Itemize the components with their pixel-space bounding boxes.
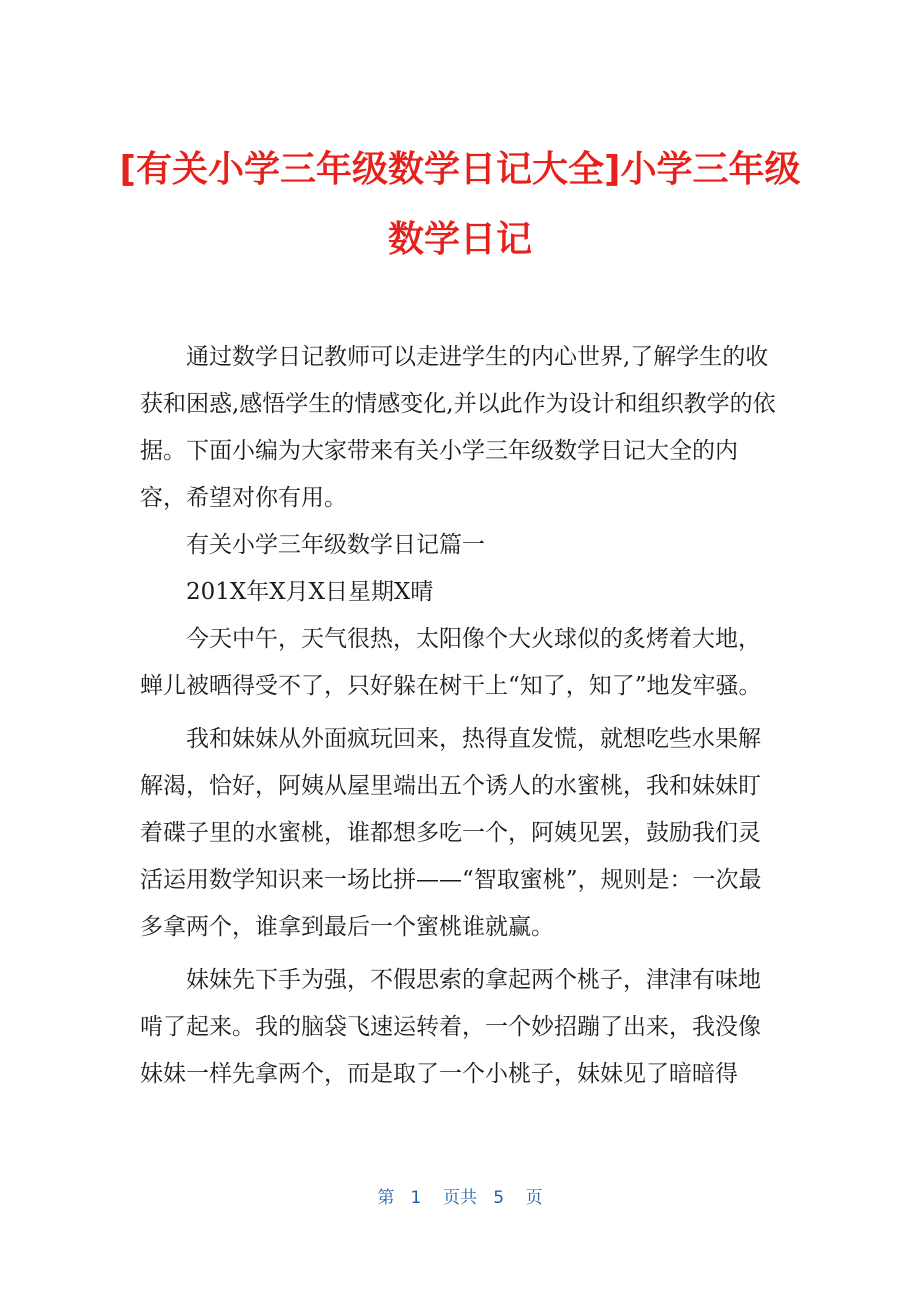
document-title-line1: [有关小学三年级数学日记大全]小学三年级 (119, 149, 801, 190)
paragraph-1: 今天中午，天气很热，太阳像个大火球似的炙烤着大地，蝉儿被晒得受不了，只好躲在树干上“知了，知了”地发牢骚。 (140, 626, 762, 699)
paragraph-2: 我和妹妹从外面疯玩回来，热得直发慌，就想吃些水果解解渴，恰好，阿姨从屋里端出五个诱人的水蜜桃，我和妹妹盯着碟子里的水蜜桃，谁都想多吃一个，阿姨见罢，鼓励我们灵活运用数学知识来一场比拼——“智取蜜桃”，规则是：一次最多拿两个，谁拿到最后一个蜜桃谁就赢。 (140, 726, 762, 940)
document-title-line2: 数学日记 (387, 219, 532, 260)
page-footer (0, 1183, 920, 1208)
footer-page-middle: 页共 (443, 1188, 477, 1208)
paragraph-3: 妹妹先下手为强，不假思索的拿起两个桃子，津津有味地啃了起来。我的脑袋飞速运转着，一个妙招蹦了出来，我没像妹妹一样先拿两个，而是取了一个小桃子，妹妹见了暗暗得 (140, 967, 761, 1087)
document-body (140, 334, 782, 1098)
footer-page-suffix: 页 (525, 1188, 543, 1208)
paragraph-date: 201X年X月X日星期X晴 (186, 579, 434, 605)
footer-page-current: 1 (410, 1188, 422, 1208)
footer-page-total: 5 (493, 1188, 505, 1208)
footer-page-prefix: 第 (377, 1188, 395, 1208)
paragraph-heading: 有关小学三年级数学日记篇一 (186, 532, 485, 558)
paragraph-intro: 通过数学日记教师可以走进学生的内心世界,了解学生的收获和困惑,感悟学生的情感变化,并以此作为设计和组织教学的依据。下面小编为大家带来有关小学三年级数学日记大全的内容，希望对你有用。 (140, 344, 776, 511)
